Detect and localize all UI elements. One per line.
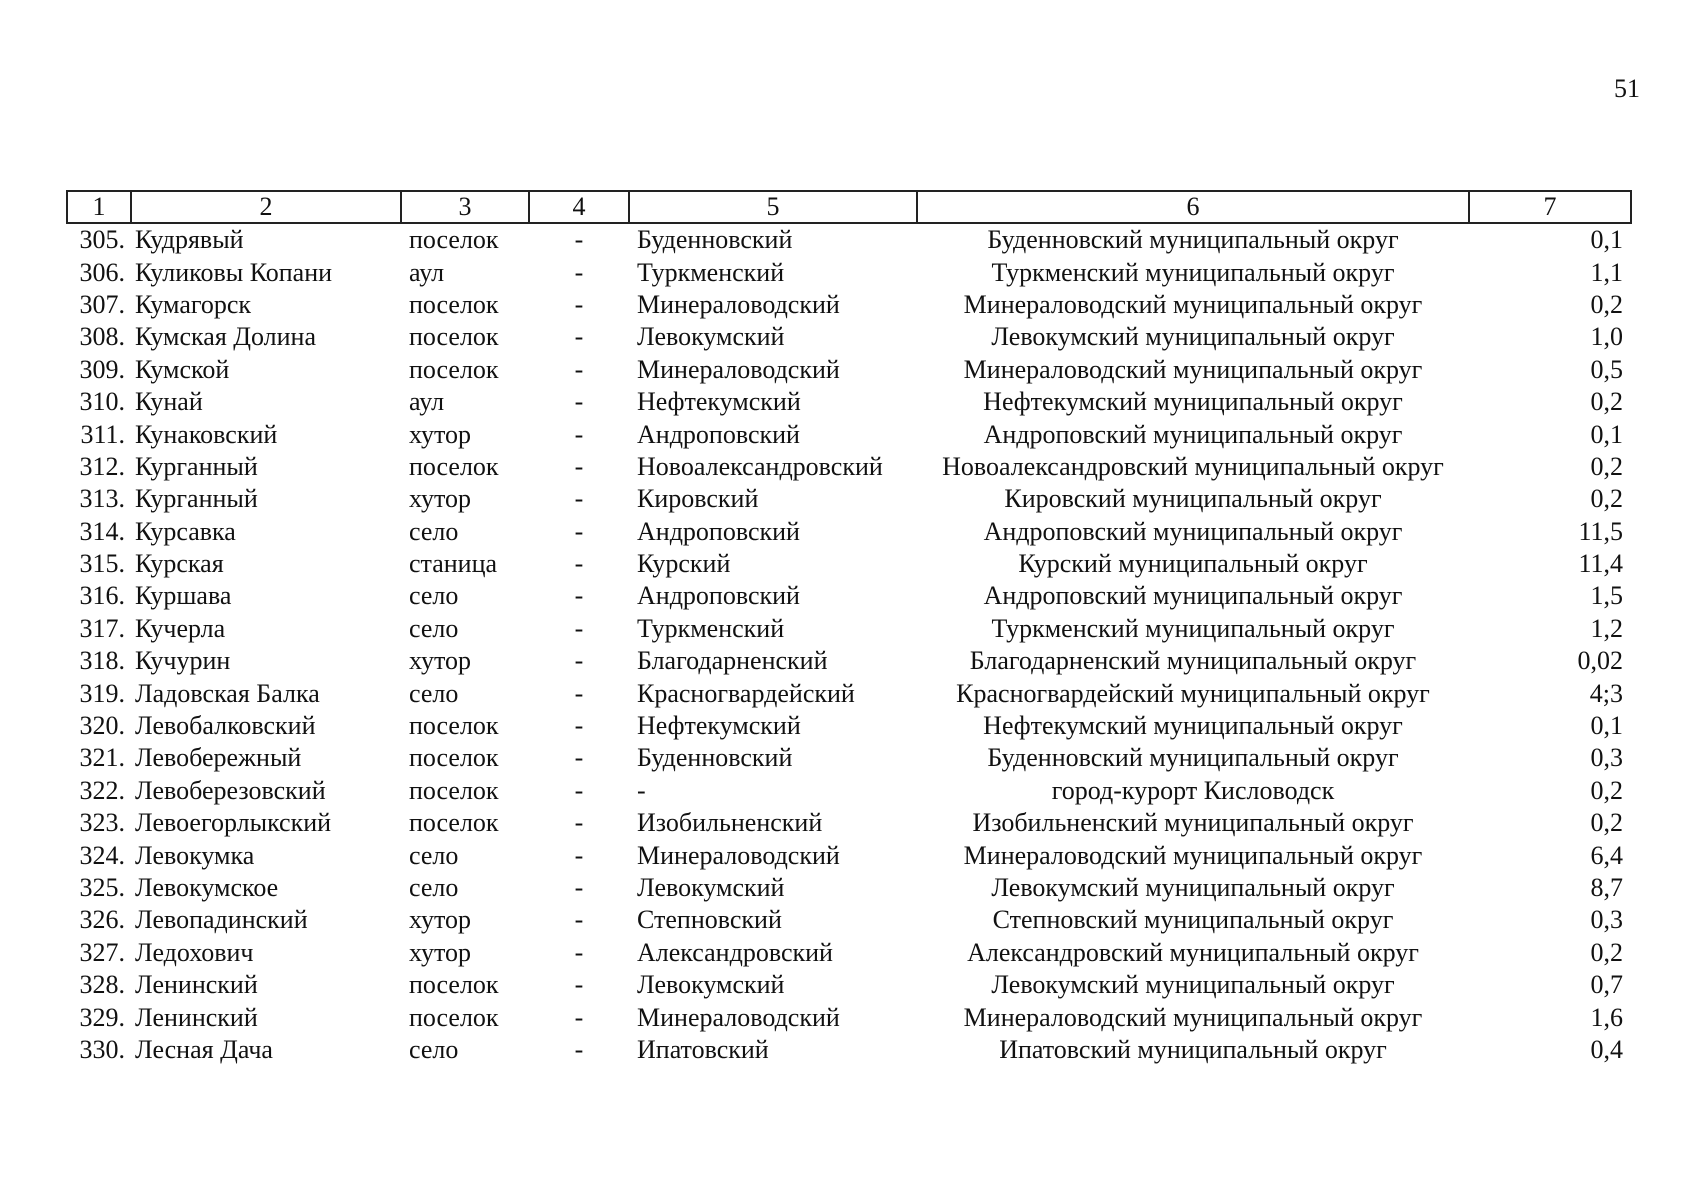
- settlement-name: Курсавка: [135, 516, 236, 546]
- municipal-okrug: Буденновский муниципальный округ: [987, 225, 1399, 255]
- settlement-type: поселок: [409, 354, 499, 384]
- settlement-name: Левобалковский: [135, 711, 316, 741]
- settlement-name: Кунай: [135, 387, 203, 417]
- settlement-name: Кунаковский: [135, 419, 278, 449]
- table-row: [67, 223, 1631, 256]
- numeric-value: 0,4: [1590, 1034, 1623, 1064]
- column-header: 5: [629, 191, 917, 223]
- column-4-value: -: [574, 711, 584, 741]
- numeric-value: 0,2: [1590, 808, 1623, 838]
- row-number: 321.: [79, 743, 125, 773]
- settlement-name: Ледохович: [135, 937, 254, 967]
- column-4-value: -: [574, 451, 584, 481]
- column-4-value: -: [574, 354, 584, 384]
- district-name: Андроповский: [637, 419, 800, 449]
- settlement-type: поселок: [409, 808, 499, 838]
- numeric-value: 0,02: [1577, 646, 1623, 676]
- column-4-value: -: [574, 549, 584, 579]
- numeric-value: 0,2: [1590, 289, 1623, 319]
- table-row: [67, 904, 1631, 936]
- municipal-okrug: Левокумский муниципальный округ: [991, 970, 1395, 1000]
- municipal-okrug: город-курорт Кисловодск: [1051, 775, 1335, 805]
- district-name: Туркменский: [637, 613, 785, 643]
- row-number: 308.: [79, 322, 125, 352]
- table-row: [67, 451, 1631, 483]
- row-number: 311.: [80, 419, 125, 449]
- settlement-type: поселок: [409, 743, 499, 773]
- district-name: Андроповский: [637, 516, 800, 546]
- column-4-value: -: [574, 322, 584, 352]
- column-4-value: -: [574, 225, 584, 255]
- table-row: [67, 256, 1631, 288]
- column-4-value: -: [574, 840, 584, 870]
- row-number: 329.: [79, 1002, 125, 1032]
- district-name: Нефтекумский: [637, 387, 801, 417]
- table-row: [67, 483, 1631, 515]
- row-number: 313.: [79, 484, 125, 514]
- table-row: [67, 839, 1631, 871]
- numeric-value: 0,5: [1590, 354, 1623, 384]
- column-4-value: -: [574, 1034, 584, 1064]
- column-header: 4: [529, 191, 629, 223]
- row-number: 328.: [79, 970, 125, 1000]
- settlement-type: аул: [409, 387, 445, 417]
- settlement-type: поселок: [409, 451, 499, 481]
- row-number: 306.: [79, 257, 125, 287]
- row-number: 330.: [79, 1034, 125, 1064]
- district-name: Ипатовский: [637, 1034, 769, 1064]
- table-row: [67, 645, 1631, 677]
- municipal-okrug: Туркменский муниципальный округ: [991, 257, 1395, 287]
- table-row: [67, 289, 1631, 321]
- settlement-type: село: [409, 678, 459, 708]
- row-number: 325.: [79, 873, 125, 902]
- settlement-name: Куликовы Копани: [135, 257, 333, 287]
- municipal-okrug: Андроповский муниципальный округ: [983, 419, 1403, 449]
- settlement-type: хутор: [409, 419, 472, 449]
- row-number: 323.: [79, 808, 125, 838]
- table-row: [67, 872, 1631, 904]
- table-header-row: [67, 191, 1631, 223]
- row-number: 307.: [79, 289, 125, 319]
- settlement-type: поселок: [409, 1002, 499, 1032]
- numeric-value: 0,2: [1590, 937, 1623, 967]
- table-row: [67, 710, 1631, 742]
- row-number: 320.: [79, 711, 125, 741]
- table-row: [67, 937, 1631, 969]
- column-4-value: -: [574, 678, 584, 708]
- settlement-name: Ладовская Балка: [135, 678, 320, 708]
- column-4-value: -: [574, 970, 584, 1000]
- settlement-type: поселок: [409, 322, 499, 352]
- settlement-type: село: [409, 581, 459, 611]
- column-4-value: -: [574, 937, 584, 967]
- settlement-name: Кумской: [135, 354, 230, 384]
- district-name: Туркменский: [637, 257, 785, 287]
- numeric-value: 11,5: [1578, 516, 1623, 546]
- row-number: 319.: [79, 678, 125, 708]
- district-name: Буденновский: [637, 225, 793, 255]
- table-row: [67, 1001, 1631, 1033]
- municipal-okrug: Минераловодский муниципальный округ: [963, 1002, 1423, 1032]
- district-name: Минераловодский: [637, 289, 840, 319]
- municipal-okrug: Андроповский муниципальный округ: [983, 516, 1403, 546]
- settlement-type: хутор: [409, 905, 472, 935]
- settlement-type: село: [409, 873, 459, 902]
- municipal-okrug: Степновский муниципальный округ: [992, 905, 1394, 935]
- municipal-okrug: Александровский муниципальный округ: [967, 937, 1419, 967]
- table-row: [67, 807, 1631, 839]
- settlement-name: Левопадинский: [135, 905, 308, 935]
- municipal-okrug: Минераловодский муниципальный округ: [963, 289, 1423, 319]
- table-row: [67, 580, 1631, 612]
- row-number: 314.: [79, 516, 125, 546]
- district-name: Александровский: [637, 937, 833, 967]
- table-row: [67, 969, 1631, 1001]
- settlement-type: поселок: [409, 289, 499, 319]
- settlement-type: хутор: [409, 646, 472, 676]
- settlement-type: аул: [409, 257, 445, 287]
- row-number: 316.: [79, 581, 125, 611]
- column-4-value: -: [574, 289, 584, 319]
- column-header: 1: [67, 191, 131, 223]
- municipal-okrug: Буденновский муниципальный округ: [987, 743, 1399, 773]
- numeric-value: 1,0: [1590, 322, 1623, 352]
- district-name: -: [637, 775, 646, 805]
- district-name: Левокумский: [637, 970, 785, 1000]
- column-4-value: -: [574, 743, 584, 773]
- municipal-okrug: Нефтекумский муниципальный округ: [983, 387, 1403, 417]
- settlement-type: село: [409, 840, 459, 870]
- numeric-value: 0,1: [1590, 225, 1623, 255]
- municipal-okrug: Левокумский муниципальный округ: [991, 322, 1395, 352]
- column-4-value: -: [574, 808, 584, 838]
- district-name: Андроповский: [637, 581, 800, 611]
- numeric-value: 8,7: [1590, 873, 1623, 902]
- row-number: 309.: [79, 354, 125, 384]
- district-name: Минераловодский: [637, 840, 840, 870]
- table-row: [67, 354, 1631, 386]
- settlement-type: хутор: [409, 484, 472, 514]
- district-name: Левокумский: [637, 322, 785, 352]
- municipal-okrug: Андроповский муниципальный округ: [983, 581, 1403, 611]
- table-row: [67, 516, 1631, 548]
- municipal-okrug: Минераловодский муниципальный округ: [963, 354, 1423, 384]
- row-number: 305.: [79, 225, 125, 255]
- settlement-name: Кучерла: [135, 613, 226, 643]
- district-name: Степновский: [637, 905, 782, 935]
- numeric-value: 4;3: [1589, 678, 1623, 708]
- district-name: Минераловодский: [637, 1002, 840, 1032]
- column-4-value: -: [574, 775, 584, 805]
- district-name: Буденновский: [637, 743, 793, 773]
- numeric-value: 1,2: [1590, 613, 1623, 643]
- table-row: [67, 418, 1631, 450]
- column-4-value: -: [574, 613, 584, 643]
- district-name: Красногвардейский: [637, 678, 855, 708]
- table-row: [67, 613, 1631, 645]
- district-name: Минераловодский: [637, 354, 840, 384]
- row-number: 326.: [79, 905, 125, 935]
- settlement-type: село: [409, 613, 459, 643]
- settlement-type: хутор: [409, 937, 472, 967]
- settlement-name: Курская: [135, 549, 224, 579]
- settlement-name: Кумская Долина: [135, 322, 317, 352]
- settlement-name: Левокумское: [135, 873, 279, 902]
- column-4-value: -: [574, 873, 584, 902]
- column-4-value: -: [574, 516, 584, 546]
- settlement-type: поселок: [409, 775, 499, 805]
- numeric-value: 0,3: [1590, 743, 1623, 773]
- row-number: 317.: [79, 613, 125, 643]
- settlement-name: Ленинский: [135, 970, 258, 1000]
- column-header: 6: [917, 191, 1469, 223]
- settlement-name: Курганный: [135, 484, 258, 514]
- column-header: 3: [401, 191, 529, 223]
- table-row: [67, 321, 1631, 353]
- settlement-name: Кудрявый: [135, 225, 244, 255]
- district-name: Нефтекумский: [637, 711, 801, 741]
- settlement-type: поселок: [409, 225, 499, 255]
- numeric-value: 11,4: [1578, 549, 1623, 579]
- column-4-value: -: [574, 581, 584, 611]
- settlement-type: село: [409, 1034, 459, 1064]
- column-4-value: -: [574, 387, 584, 417]
- settlement-name: Кучурин: [135, 646, 231, 676]
- table-row: [67, 386, 1631, 418]
- municipal-okrug: Благодарненский муниципальный округ: [969, 646, 1417, 676]
- table-row: [67, 1034, 1631, 1066]
- row-number: 324.: [79, 840, 125, 870]
- district-name: Кировский: [637, 484, 759, 514]
- numeric-value: 6,4: [1590, 840, 1623, 870]
- municipal-okrug: Курский муниципальный округ: [1018, 549, 1368, 579]
- municipal-okrug: Туркменский муниципальный округ: [991, 613, 1395, 643]
- municipal-okrug: Новоалександровский муниципальный округ: [942, 451, 1444, 481]
- column-4-value: -: [574, 1002, 584, 1032]
- numeric-value: 0,2: [1590, 387, 1623, 417]
- column-4-value: -: [574, 419, 584, 449]
- column-4-value: -: [574, 905, 584, 935]
- row-number: 322.: [79, 775, 125, 805]
- settlement-name: Левоберезовский: [135, 775, 326, 805]
- column-4-value: -: [574, 646, 584, 676]
- municipal-okrug: Изобильненский муниципальный округ: [972, 808, 1414, 838]
- column-header: 7: [1469, 191, 1631, 223]
- settlement-type: станица: [409, 549, 498, 579]
- row-number: 315.: [79, 549, 125, 579]
- column-4-value: -: [574, 257, 584, 287]
- settlements-table: [66, 190, 1632, 1066]
- district-name: Изобильненский: [637, 808, 823, 838]
- municipal-okrug: Минераловодский муниципальный округ: [963, 840, 1423, 870]
- district-name: Курский: [637, 549, 731, 579]
- column-4-value: -: [574, 484, 584, 514]
- numeric-value: 0,2: [1590, 451, 1623, 481]
- municipal-okrug: Ипатовский муниципальный округ: [999, 1034, 1387, 1064]
- numeric-value: 0,3: [1590, 905, 1623, 935]
- municipal-okrug: Левокумский муниципальный округ: [991, 873, 1395, 902]
- row-number: 312.: [79, 451, 125, 481]
- table-row: [67, 548, 1631, 580]
- numeric-value: 0,1: [1590, 711, 1623, 741]
- numeric-value: 1,5: [1590, 581, 1623, 611]
- municipal-okrug: Кировский муниципальный округ: [1004, 484, 1382, 514]
- settlement-name: Лесная Дача: [135, 1034, 273, 1064]
- numeric-value: 0,2: [1590, 775, 1623, 805]
- district-name: Новоалександровский: [637, 451, 883, 481]
- settlement-name: Ленинский: [135, 1002, 258, 1032]
- settlement-name: Курганный: [135, 451, 258, 481]
- municipal-okrug: Красногвардейский муниципальный округ: [956, 678, 1430, 708]
- column-header: 2: [131, 191, 401, 223]
- settlement-type: село: [409, 516, 459, 546]
- settlement-name: Левоегорлыкский: [135, 808, 332, 838]
- settlement-type: поселок: [409, 711, 499, 741]
- row-number: 327.: [79, 937, 125, 967]
- numeric-value: 1,6: [1590, 1002, 1623, 1032]
- settlement-name: Левокумка: [135, 840, 255, 870]
- settlement-name: Куршава: [135, 581, 232, 611]
- table-row: [67, 677, 1631, 709]
- table-row: [67, 742, 1631, 774]
- settlement-name: Кумагорск: [135, 289, 252, 319]
- numeric-value: 0,2: [1590, 484, 1623, 514]
- table-row: [67, 775, 1631, 807]
- numeric-value: 0,1: [1590, 419, 1623, 449]
- page-number: 51: [1614, 74, 1640, 103]
- numeric-value: 1,1: [1590, 257, 1623, 287]
- table-body: [67, 223, 1631, 1066]
- row-number: 318.: [79, 646, 125, 676]
- settlement-name: Левобережный: [135, 743, 302, 773]
- settlement-type: поселок: [409, 970, 499, 1000]
- district-name: Левокумский: [637, 873, 785, 902]
- municipal-okrug: Нефтекумский муниципальный округ: [983, 711, 1403, 741]
- row-number: 310.: [79, 387, 125, 417]
- district-name: Благодарненский: [637, 646, 828, 676]
- numeric-value: 0,7: [1590, 970, 1623, 1000]
